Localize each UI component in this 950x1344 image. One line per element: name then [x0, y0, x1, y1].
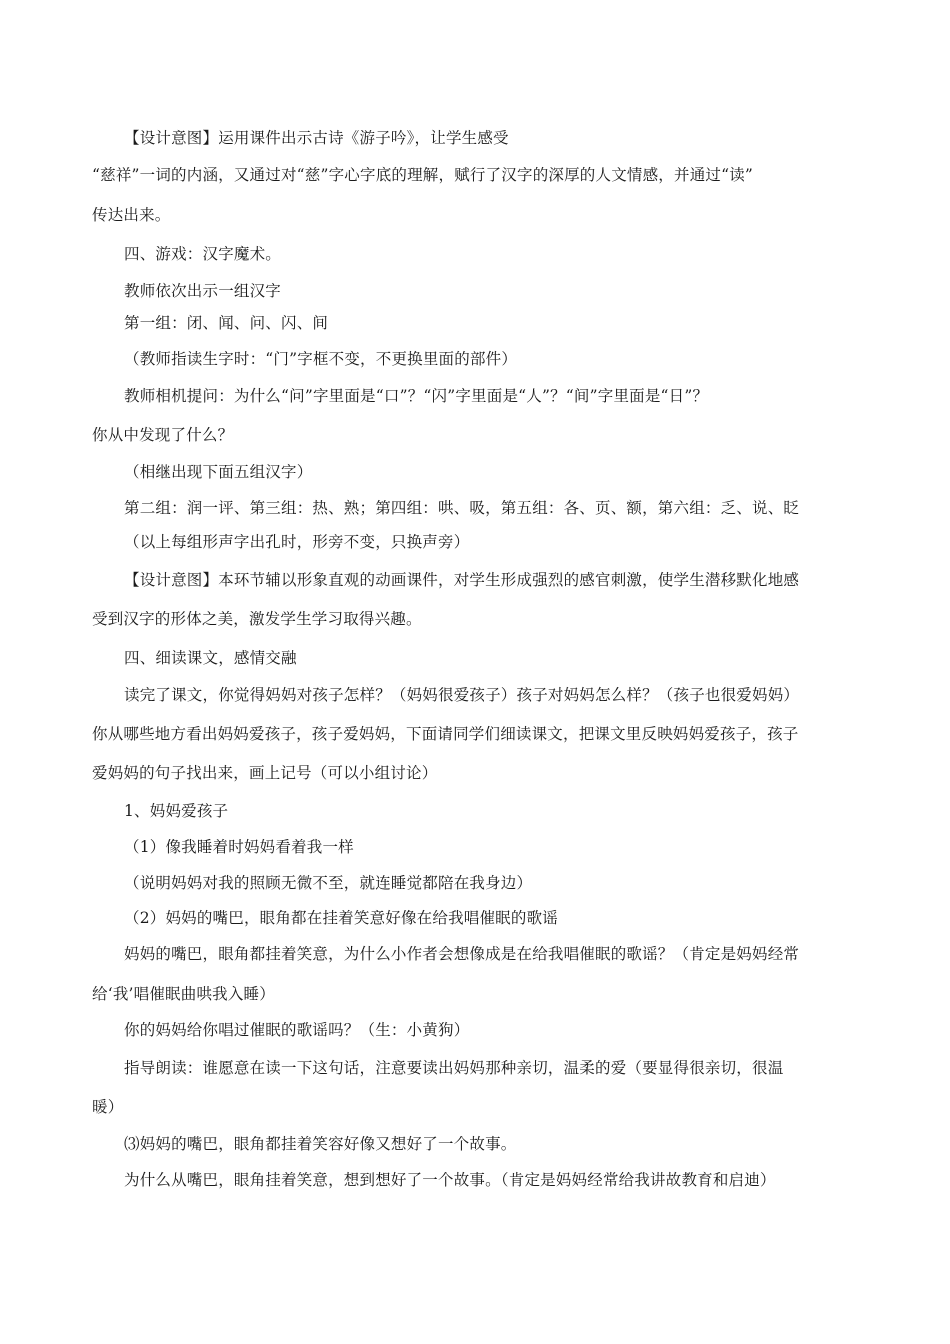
paragraph-line: 指导朗读：谁愿意在读一下这句话，注意要读出妈妈那种亲切，温柔的爱（要显得很亲切，很温 [124, 1059, 784, 1077]
design-intent-heading-1: 【设计意图】运用课件出示古诗《游子吟》，让学生感受 [124, 129, 509, 147]
paragraph-line: 受到汉字的形体之美，激发学生学习取得兴趣。 [92, 610, 422, 628]
paragraph-line: （教师指读生字时：“门”字框不变，不更换里面的部件） [124, 350, 518, 368]
section-heading-game: 四、游戏：汉字魔术。 [124, 245, 282, 263]
paragraph-line: 教师依次出示一组汉字 [124, 282, 282, 300]
paragraph-line: 传达出来。 [92, 206, 171, 224]
paragraph-line: （说明妈妈对我的照顾无微不至，就连睡觉都陪在我身边） [124, 874, 533, 892]
list-item: ⑶妈妈的嘴巴，眼角都挂着笑容好像又想好了一个故事。 [124, 1135, 517, 1153]
list-item: （2）妈妈的嘴巴，眼角都在挂着笑意好像在给我唱催眠的歌谣 [124, 909, 558, 927]
paragraph-line: 教师相机提问：为什么“问”字里面是“口”？“闪”字里面是“人”？“间”字里面是“日”？ [124, 387, 709, 405]
paragraph-line: 你的妈妈给你唱过催眠的歌谣吗？（生：小黄狗） [124, 1021, 470, 1039]
section-heading-reading: 四、细读课文，感情交融 [124, 649, 297, 667]
list-item: （1）像我睡着时妈妈看着我一样 [124, 838, 354, 856]
paragraph-line: 你从中发现了什么？ [92, 426, 234, 444]
paragraph-line: 暖） [92, 1098, 124, 1116]
paragraph-line: 给‘我’唱催眠曲哄我入睡） [92, 985, 275, 1003]
list-heading: 1、妈妈爱孩子 [124, 802, 229, 820]
paragraph-line: 为什么从嘴巴，眼角挂着笑意，想到想好了一个故事。（肯定是妈妈经常给我讲故教育和启迪） [124, 1171, 776, 1189]
paragraph-line: 爱妈妈的句子找出来，画上记号（可以小组讨论） [92, 764, 438, 782]
paragraph-line: 读完了课文，你觉得妈妈对孩子怎样？（妈妈很爱孩子）孩子对妈妈怎么样？（孩子也很爱妈妈） [124, 686, 800, 704]
design-intent-heading-2: 【设计意图】本环节辅以形象直观的动画课件，对学生形成强烈的感官刺激，使学生潜移默化地感 [124, 571, 800, 589]
paragraph-line: 第一组：闭、闻、问、闪、间 [124, 314, 329, 332]
paragraph-line: （以上每组形声字出孔时，形旁不变，只换声旁） [124, 533, 470, 551]
paragraph-line: 第二组：润一评、第三组：热、熟；第四组：哄、吸，第五组：各、页、额，第六组：乏、说、眨 [124, 499, 800, 517]
paragraph-line: “慈祥”一词的内涵，又通过对“慈”字心字底的理解，赋行了汉字的深厚的人文情感，并通过“读” [92, 166, 754, 184]
paragraph-line: 妈妈的嘴巴，眼角都挂着笑意，为什么小作者会想像成是在给我唱催眠的歌谣？（肯定是妈妈经常 [124, 945, 800, 963]
paragraph-line: 你从哪些地方看出妈妈爱孩子，孩子爱妈妈，下面请同学们细读课文，把课文里反映妈妈爱孩子，孩子 [92, 725, 799, 743]
paragraph-line: （相继出现下面五组汉字） [124, 463, 313, 481]
